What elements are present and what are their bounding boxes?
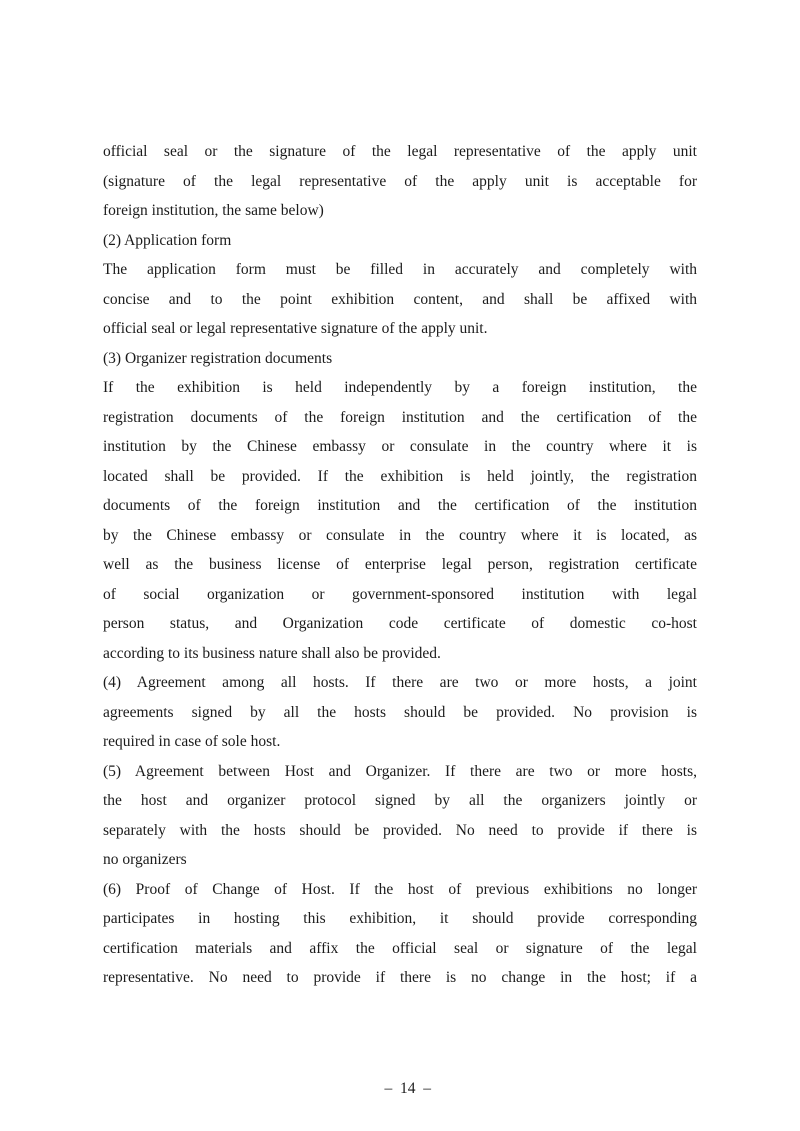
text-line: according to its business nature shall also be provided. <box>103 644 441 662</box>
text-line: separately with the hosts should be provided. No need to provide if there is <box>103 821 697 839</box>
text-line: agreements signed by all the hosts should be provided. No provision is <box>103 703 697 721</box>
text-line: the host and organizer protocol signed by all the organizers jointly or <box>103 792 697 809</box>
page-footer <box>0 1044 800 1131</box>
text-line: of social organization or government-sponsored institution with legal <box>103 585 697 603</box>
text-line: participates in hosting this exhibition, it should provide corresponding <box>103 910 697 927</box>
text-line: foreign institution, the same below) <box>103 202 324 219</box>
text-line: certification materials and affix the official seal or signature of the legal <box>103 939 697 957</box>
text-line: no organizers <box>103 851 187 868</box>
text-line: (5) Agreement between Host and Organizer. If there are two or more hosts, <box>103 762 697 780</box>
text-line: (signature of the legal representative of the apply unit is acceptable for <box>103 172 697 190</box>
text-line: well as the business license of enterprise legal person, registration certificate <box>103 556 697 573</box>
text-line: representative. No need to provide if there is no change in the host; if a <box>103 969 697 986</box>
text-line: official seal or the signature of the legal representative of the apply unit <box>103 143 697 160</box>
text-line: documents of the foreign institution and the certification of the institution <box>103 497 697 514</box>
body-text <box>103 137 697 993</box>
text-line: (2) Application form <box>103 231 232 249</box>
text-line: person status, and Organization code certificate of domestic co-host <box>103 615 697 632</box>
page-number: – 14 – <box>384 1079 431 1097</box>
text-line: (6) Proof of Change of Host. If the host of previous exhibitions no longer <box>103 880 697 898</box>
text-line: If the exhibition is held independently by a foreign institution, the <box>103 379 697 396</box>
text-line: located shall be provided. If the exhibition is held jointly, the registration <box>103 467 697 485</box>
text-line: The application form must be filled in accurately and completely with <box>103 261 697 278</box>
text-line: official seal or legal representative signature of the apply unit. <box>103 320 488 337</box>
text-line: institution by the Chinese embassy or consulate in the country where it is <box>103 438 697 455</box>
text-line: registration documents of the foreign institution and the certification of the <box>103 408 697 426</box>
text-line: by the Chinese embassy or consulate in the country where it is located, as <box>103 526 697 544</box>
text-line: required in case of sole host. <box>103 733 281 750</box>
text-line: (3) Organizer registration documents <box>103 349 333 367</box>
text-line: concise and to the point exhibition content, and shall be affixed with <box>103 290 697 308</box>
text-line: (4) Agreement among all hosts. If there are two or more hosts, a joint <box>103 674 697 691</box>
